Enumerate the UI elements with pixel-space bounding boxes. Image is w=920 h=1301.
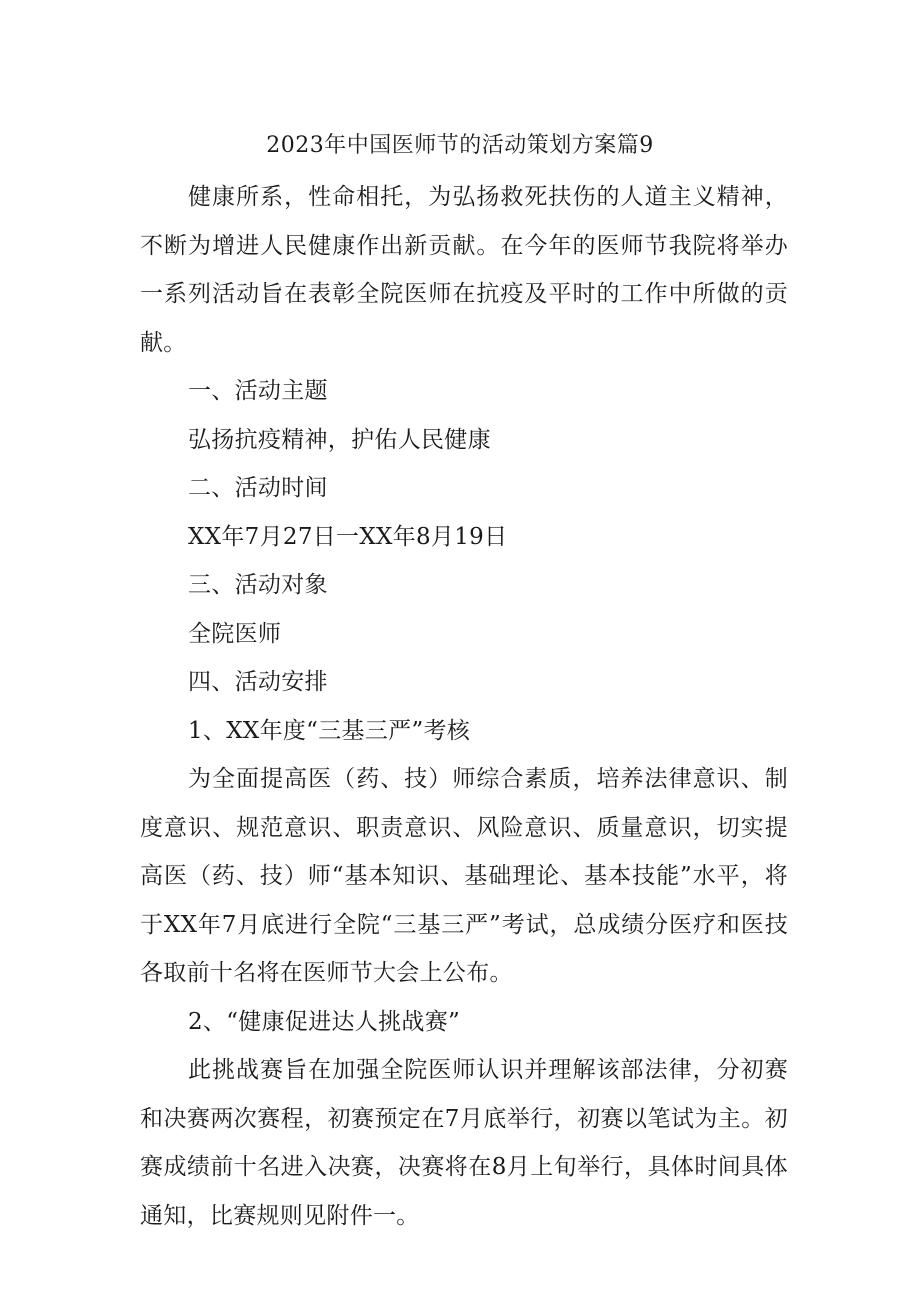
section-heading-audience: 三、活动对象 [188, 572, 328, 598]
item-heading-challenge: 2、“健康促进达人挑战赛” [188, 1008, 461, 1035]
item-paragraph-challenge: 此挑战赛旨在加强全院医师认识并理解该部法律，分初赛和决赛两次赛程，初赛预定在7月底举行，初赛以笔试为主。初赛成绩前十名进入决赛，决赛将在8月上旬举行，具体时间具体通知，比赛规则见附件一。 [140, 1057, 788, 1229]
intro-paragraph: 健康所系，性命相托，为弘扬救死扶伤的人道主义精神，不断为增进人民健康作出新贡献。在今年的医师节我院将举办一系列活动旨在表彰全院医师在抗疫及平时的工作中所做的贡献。 [140, 184, 788, 356]
item-paragraph-exam: 为全面提高医（药、技）师综合素质，培养法律意识、制度意识、规范意识、职责意识、风险意识、质量意识，切实提高医（药、技）师“基本知识、基础理论、基本技能”水平，将于XX年7月底进行全院“三基三严”考试，总成绩分医疗和医技各取前十名将在医师节大会上公布。 [140, 766, 788, 986]
section-text-time: XX年7月27日一XX年8月19日 [188, 523, 508, 550]
section-text-audience: 全院医师 [188, 620, 282, 647]
section-heading-theme: 一、活动主题 [188, 378, 328, 404]
document-body [140, 173, 788, 1240]
section-text-theme: 弘扬抗疫精神，护佑人民健康 [188, 426, 491, 453]
section-heading-time: 二、活动时间 [188, 475, 328, 501]
section-heading-arrangement: 四、活动安排 [188, 669, 328, 695]
document-title: 2023年中国医师节的活动策划方案篇9 [266, 133, 654, 158]
item-heading-exam: 1、XX年度“三基三严”考核 [188, 717, 471, 744]
